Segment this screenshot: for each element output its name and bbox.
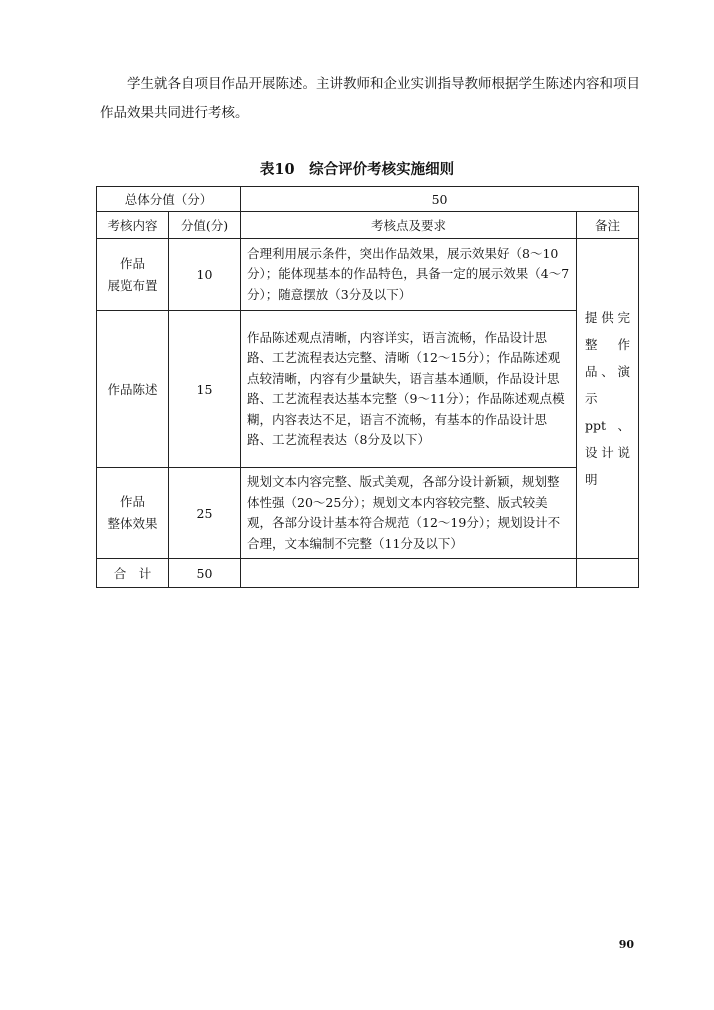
total-row-value: 50 <box>169 559 241 588</box>
total-score-row <box>97 187 639 212</box>
header-item: 考核内容 <box>97 212 169 239</box>
header-score: 分值(分) <box>169 212 241 239</box>
header-requirements: 考核点及要求 <box>241 212 577 239</box>
intro-paragraph: 学生就各自项目作品开展陈述。主讲教师和企业实训指导教师根据学生陈述内容和项目作品效果共同进行考核。 <box>100 76 640 121</box>
note-cell: 提供完整作品、演 示ppt、设计说明 <box>577 239 639 559</box>
total-row-label: 合 计 <box>97 559 169 588</box>
table-row <box>97 239 639 311</box>
row-item: 作品陈述 <box>97 311 169 468</box>
row-score: 25 <box>169 468 241 559</box>
total-score-value: 50 <box>241 187 639 212</box>
evaluation-table <box>96 186 643 588</box>
row-requirements: 合理利用展示条件，突出作品效果，展示效果好（8～10分）；能体现基本的作品特色，具备一定的展示效果（4～7分）；随意摆放（3分及以下） <box>241 239 577 311</box>
row-item: 作品 整体效果 <box>97 468 169 559</box>
row-score: 15 <box>169 311 241 468</box>
header-note: 备注 <box>577 212 639 239</box>
total-row-empty-note <box>577 559 639 588</box>
row-item: 作品 展览布置 <box>97 239 169 311</box>
row-score: 10 <box>169 239 241 311</box>
page-number: 90 <box>618 938 634 951</box>
table-caption: 表10 综合评价考核实施细则 <box>259 161 455 178</box>
table-header-row <box>97 212 639 239</box>
table-row <box>97 311 639 468</box>
row-requirements: 规划文本内容完整、版式美观，各部分设计新颖，规划整体性强（20～25分）；规划文本内容较完整、版式较美观，各部分设计基本符合规范（12～19分）；规划设计不合理，文本编制不完整（11分及以下） <box>241 468 577 559</box>
total-row-empty <box>241 559 577 588</box>
total-score-label: 总体分值（分） <box>97 187 241 212</box>
table-row <box>97 468 639 559</box>
row-requirements: 作品陈述观点清晰，内容详实，语言流畅，作品设计思路、工艺流程表达完整、清晰（12～15分）；作品陈述观点较清晰，内容有少量缺失，语言基本通顺，作品设计思路、工艺流程表达基本完整（9～11分）；作品陈述观点模糊，内容表达不足，语言不流畅，有基本的作品设计思路、工艺流程表达（8分及以下） <box>241 311 577 468</box>
total-row <box>97 559 639 588</box>
